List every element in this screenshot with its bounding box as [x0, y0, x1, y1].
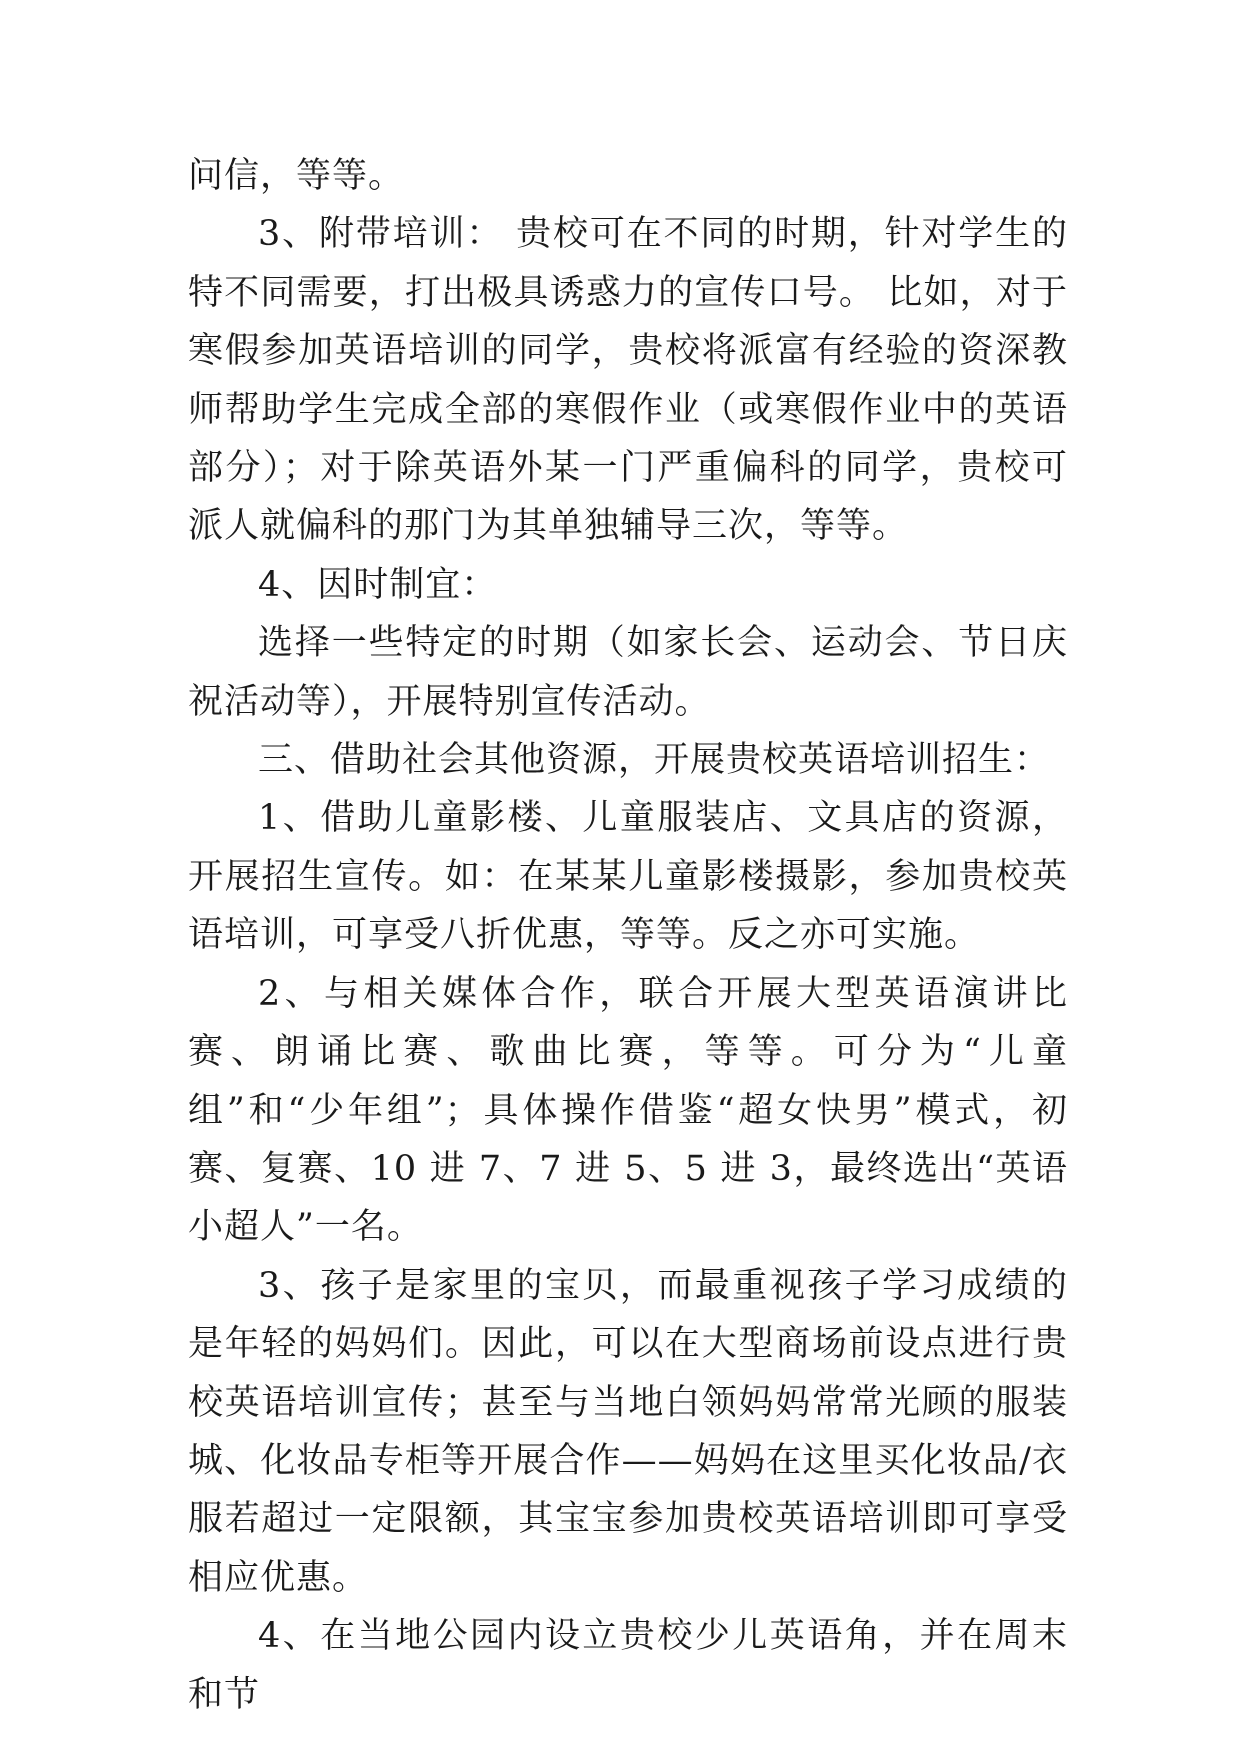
- document-body: [188, 147, 1068, 1724]
- paragraph-7: 2、与相关媒体合作，联合开展大型英语演讲比赛、朗诵比赛、歌曲比赛，等等。可分为“儿童组”和“少年组”；具体操作借鉴“超女快男”模式，初赛、复赛、10 进 7、7 进 5、5 进 3，最终选出“英语小超人”一名。: [188, 973, 1068, 1248]
- paragraph-6: 1、借助儿童影楼、儿童服装店、文具店的资源，开展招生宣传。如：在某某儿童影楼摄影，参加贵校英语培训，可享受八折优惠，等等。反之亦可实施。: [188, 798, 1068, 956]
- paragraph-2: 3、附带培训： 贵校可在不同的时期，针对学生的特不同需要，打出极具诱惑力的宣传口号。 比如，对于寒假参加英语培训的同学，贵校将派富有经验的资深教师帮助学生完成全部的寒假作业（或寒假作业中的英语部分）；对于除英语外某一门严重偏科的同学，贵校可派人就偏科的那门为其单独辅导三次，等等。: [188, 214, 1068, 547]
- section-heading-3: 三、借助社会其他资源，开展贵校英语培训招生：: [258, 740, 1051, 781]
- paragraph-3: 4、因时制宜：: [258, 564, 498, 605]
- paragraph-4: 选择一些特定的时期（如家长会、运动会、节日庆祝活动等），开展特别宣传活动。: [188, 623, 1068, 722]
- paragraph-8: 3、孩子是家里的宝贝，而最重视孩子学习成绩的是年轻的妈妈们。因此，可以在大型商场前设点进行贵校英语培训宣传；甚至与当地白领妈妈常常光顾的服装城、化妆品专柜等开展合作——妈妈在这里买化妆品/衣服若超过一定限额，其宝宝参加贵校英语培训即可享受相应优惠。: [188, 1265, 1068, 1598]
- paragraph-9: 4、在当地公园内设立贵校少儿英语角，并在周末和节: [188, 1616, 1068, 1715]
- paragraph-1: 问信，等等。: [188, 156, 405, 196]
